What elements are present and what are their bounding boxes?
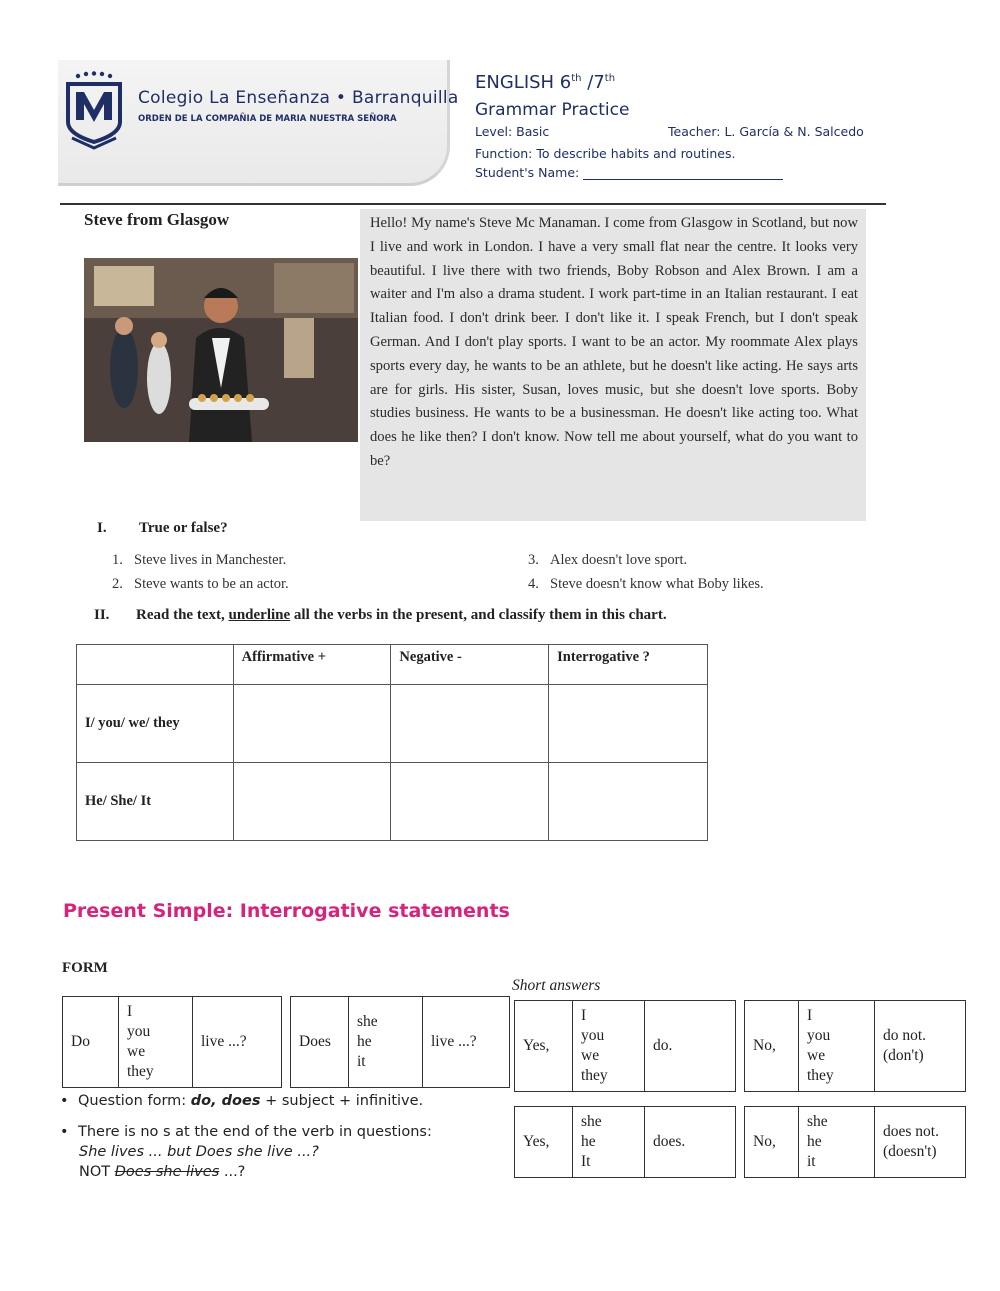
not-text: NOT — [79, 1164, 115, 1180]
tf-num: 1. — [112, 552, 123, 568]
form-label: FORM — [62, 960, 108, 976]
pronoun: she — [581, 1113, 602, 1130]
pronoun: they — [581, 1067, 608, 1084]
tf-item — [112, 552, 286, 569]
pronoun: we — [581, 1047, 600, 1064]
table-cell[interactable] — [391, 763, 549, 841]
example-not-line — [79, 1164, 245, 1180]
aux-contracted: (doesn't) — [883, 1143, 937, 1160]
tf-text: Alex doesn't love sport. — [550, 552, 688, 568]
short-answer-no-does — [744, 1106, 966, 1178]
pronoun: he — [807, 1133, 822, 1150]
pronoun: he — [581, 1133, 596, 1150]
table-header-negative: Negative - — [391, 645, 549, 685]
table-row — [77, 763, 708, 841]
pronoun: you — [581, 1027, 605, 1044]
waiter-photo — [84, 258, 358, 442]
pronoun: I — [127, 1003, 133, 1020]
pronoun: they — [807, 1067, 834, 1084]
tf-text: Steve lives in Manchester. — [134, 552, 287, 568]
header-rule — [60, 203, 886, 205]
verb-classification-table — [76, 644, 708, 841]
table-cell[interactable] — [549, 685, 708, 763]
tf-item — [112, 576, 289, 593]
aux-do: do. — [653, 1037, 673, 1054]
answer-yes: Yes, — [515, 1001, 573, 1091]
tf-text: Steve doesn't know what Boby likes. — [550, 576, 764, 592]
tf-item — [528, 552, 687, 569]
verb-live: live ...? — [201, 1033, 247, 1050]
bullet-text: There is no s at the end of the verb in questions: — [78, 1124, 432, 1140]
table-row — [77, 685, 708, 763]
answer-yes: Yes, — [515, 1107, 573, 1177]
aux-do-not — [875, 1001, 965, 1091]
short-answers-label: Short answers — [512, 977, 601, 994]
pronoun: she — [357, 1013, 378, 1030]
aux-does: Does — [291, 997, 349, 1087]
does-question-box — [290, 996, 510, 1088]
tf-num: 4. — [528, 576, 539, 592]
story-text: Hello! My name's Steve Mc Manaman. I come from Glasgow in Scotland, but now I live and work in London. I have a very small flat near the centre. It looks very beautiful. I live there with two friends, Boby Robson and Alex Brown. I am a waiter and I'm also a drama student. I work part-time in an Italian restaurant. I eat Italian food. I don't drink beer. I don't like it. I speak French, but I don't speak German. And I don't play sports. I want to be an actor. My roommate Alex plays sports every day, he wants to be an athlete, but he doesn't like acting. He says arts are for girls. His sister, Susan, loves music, but she doesn't love sports. Boby studies business. He wants to be a businessman. He doesn't like acting too. What does he like then? I don't know. Now tell me about yourself, what do you want to be? — [370, 215, 858, 469]
student-name-field[interactable] — [475, 165, 783, 180]
table-cell[interactable] — [233, 685, 391, 763]
pronoun-stack — [799, 1001, 875, 1091]
school-logo — [62, 70, 132, 150]
function-label: Function: To describe habits and routines. — [475, 146, 736, 161]
pronoun-stack — [349, 997, 423, 1087]
pronoun-stack — [573, 1001, 645, 1091]
pronoun: I — [581, 1007, 587, 1024]
present-simple-title: Present Simple: Interrogative statements — [63, 900, 510, 922]
bullet-bold: do, does — [190, 1093, 261, 1109]
teacher-label: Teacher: L. García & N. Salcedo — [668, 124, 864, 139]
aux-do: Do — [63, 997, 119, 1087]
example-end: ...? — [219, 1164, 246, 1180]
pronoun: you — [127, 1023, 151, 1040]
pronoun: we — [807, 1047, 826, 1064]
title-sep: /7 — [581, 72, 605, 93]
bullet-dot: • — [60, 1124, 69, 1140]
section1-heading — [97, 520, 228, 537]
aux-contracted: (don't) — [883, 1047, 924, 1064]
bullet-no-s — [60, 1124, 432, 1140]
short-answer-no-do — [744, 1000, 966, 1092]
aux-does: does. — [653, 1133, 686, 1150]
table-header-affirmative: Affirmative + — [233, 645, 391, 685]
table-cell[interactable] — [549, 763, 708, 841]
section1-title: True or false? — [139, 520, 228, 536]
pronoun: we — [127, 1043, 146, 1060]
table-header-interrogative: Interrogative ? — [549, 645, 708, 685]
answer-no: No, — [745, 1107, 799, 1177]
example-line: She lives ... but Does she live ...? — [79, 1144, 319, 1160]
pronoun: it — [357, 1053, 366, 1070]
tf-num: 2. — [112, 576, 123, 592]
aux-does-not — [875, 1107, 965, 1177]
pronoun-stack — [799, 1107, 875, 1177]
bullet-text: + subject + infinitive. — [260, 1093, 424, 1109]
section2-title-post: all the verbs in the present, and classify them in this chart. — [290, 607, 667, 623]
row-label: He/ She/ It — [77, 763, 234, 841]
student-name-label: Student's Name: — [475, 165, 580, 180]
answer-no: No, — [745, 1001, 799, 1091]
story-title: Steve from Glasgow — [84, 210, 230, 229]
section2-title-underline: underline — [228, 607, 291, 623]
section2-title-pre: Read the text, — [136, 607, 229, 623]
bullet-text: Question form: — [78, 1093, 191, 1109]
title-main: ENGLISH 6 — [475, 72, 572, 93]
verb-live: live ...? — [431, 1033, 477, 1050]
row-label: I/ you/ we/ they — [77, 685, 234, 763]
level-label: Level: Basic — [475, 124, 550, 139]
table-cell[interactable] — [233, 763, 391, 841]
short-answer-yes-do — [514, 1000, 736, 1092]
aux-full: do not. — [883, 1027, 927, 1044]
section2-num: II. — [94, 607, 110, 623]
table-cell[interactable] — [391, 685, 549, 763]
pronoun: he — [357, 1033, 372, 1050]
tf-item — [528, 576, 764, 593]
tf-text: Steve wants to be an actor. — [134, 576, 289, 592]
title-sup2: th — [604, 73, 616, 84]
bullet-dot: • — [60, 1093, 69, 1109]
bullet-question-form — [60, 1093, 423, 1109]
pronoun: I — [807, 1007, 813, 1024]
tf-num: 3. — [528, 552, 539, 568]
pronoun: she — [807, 1113, 828, 1130]
pronoun: it — [807, 1153, 816, 1170]
section2-heading — [94, 607, 667, 624]
pronoun-stack — [573, 1107, 645, 1177]
school-name: Colegio La Enseñanza • Barranquilla — [138, 88, 459, 108]
worksheet-title — [475, 72, 615, 93]
do-question-box — [62, 996, 282, 1088]
aux-full: does not. — [883, 1123, 939, 1140]
worksheet-subtitle: Grammar Practice — [475, 100, 630, 120]
pronoun-stack — [119, 997, 193, 1087]
school-subtitle: ORDEN DE LA COMPAÑIA DE MARIA NUESTRA SEÑORA — [138, 114, 397, 124]
short-answer-yes-does — [514, 1106, 736, 1178]
pronoun: you — [807, 1027, 831, 1044]
section1-num: I. — [97, 520, 107, 536]
title-sup1: th — [571, 73, 582, 84]
student-name-line[interactable] — [583, 168, 783, 180]
pronoun: It — [581, 1153, 591, 1170]
pronoun: they — [127, 1063, 154, 1080]
table-header-empty — [77, 645, 234, 685]
struck-example: Does she lives — [114, 1164, 220, 1180]
